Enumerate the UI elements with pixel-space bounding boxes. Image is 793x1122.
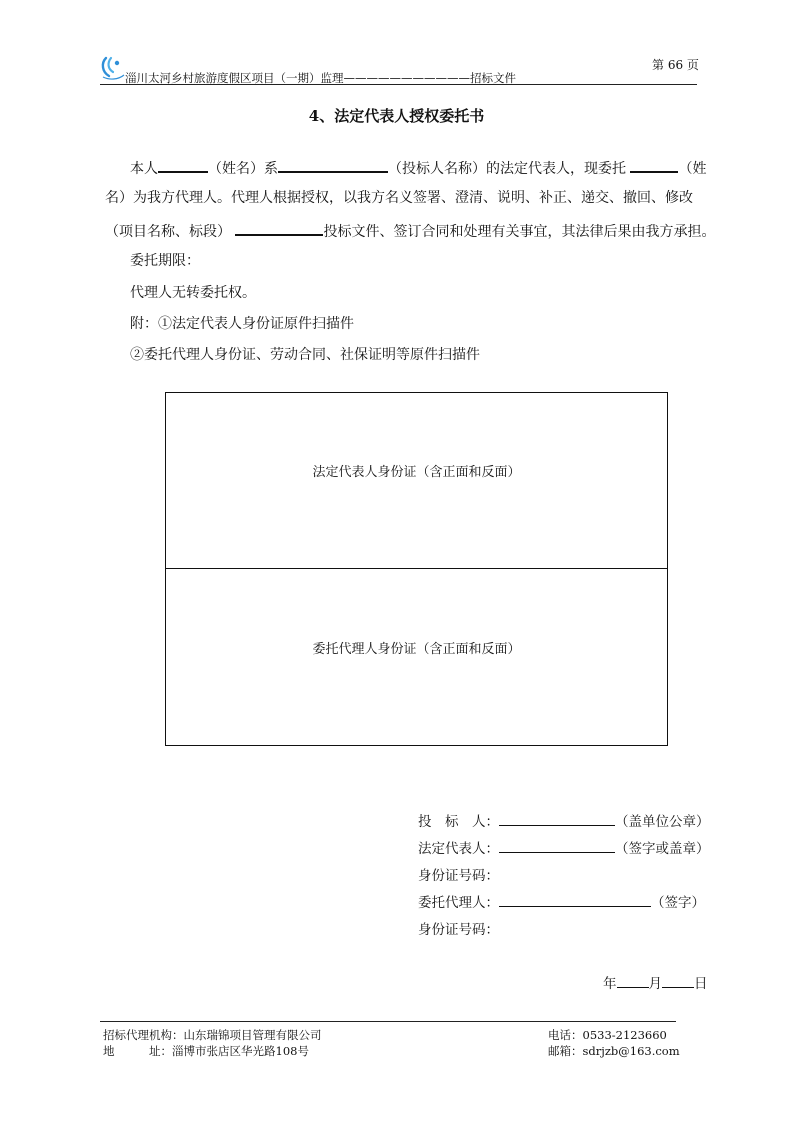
legal-rep-signature-row (418, 837, 710, 857)
name-blank (158, 155, 208, 173)
agency-value: 山东瑞锦项目管理有限公司 (183, 1028, 322, 1042)
phone-label: 电话： (548, 1028, 583, 1042)
id-number-row-2 (418, 918, 499, 938)
footer-agency (103, 1027, 322, 1043)
id-number-label-2: 身份证号码： (418, 922, 499, 938)
document-title: 4、法定代表人授权委托书 (308, 107, 485, 125)
legal-rep-blank (499, 838, 615, 853)
project-blank (235, 218, 323, 236)
text-self: 本人 (130, 161, 158, 177)
agent-label: 委托代理人： (418, 895, 499, 911)
agent-blank (499, 892, 651, 907)
month-blank (617, 973, 649, 988)
company-logo-icon (100, 54, 126, 80)
footer-email (548, 1043, 680, 1059)
paragraph-line-1 (130, 155, 706, 178)
id-card-box (165, 392, 668, 746)
email-label: 邮箱： (548, 1044, 583, 1058)
date-year: 年 (603, 976, 617, 992)
text-project-name: （项目名称、标段） (105, 224, 231, 240)
agency-label: 招标代理机构： (103, 1028, 184, 1042)
bidder-signature-row (418, 810, 710, 830)
agent-id-label: 委托代理人身份证（含正面和反面） (312, 642, 521, 657)
agent-signature-row (418, 891, 705, 911)
date-month: 月 (648, 976, 662, 992)
id-box-divider (166, 568, 667, 569)
delegation-term: 委托期限： (130, 253, 200, 269)
page-number: 第 66 页 (652, 58, 699, 72)
id-number-row-1 (418, 864, 499, 884)
legal-rep-note: （签字或盖章） (615, 841, 710, 857)
attachment-2: ②委托代理人身份证、劳动合同、社保证明等原件扫描件 (130, 347, 480, 363)
email-value: sdrjzb@163.com (582, 1044, 680, 1058)
footer-address (103, 1043, 309, 1059)
day-blank (662, 973, 694, 988)
header-title: 淄川太河乡村旅游度假区项目（一期）监理———————————招标文件 (125, 71, 516, 85)
address-label: 地 址： (103, 1044, 172, 1058)
id-number-label-1: 身份证号码： (418, 868, 499, 884)
text-legal-rep: （投标人名称）的法定代表人，现委托 (388, 161, 626, 177)
legal-rep-id-label: 法定代表人身份证（含正面和反面） (312, 465, 521, 480)
paragraph-line-3 (105, 218, 715, 241)
text-consequence: 投标文件、签订合同和处理有关事宜，其法律后果由我方承担。 (323, 224, 716, 240)
address-value: 淄博市张店区华光路108号 (172, 1044, 309, 1058)
date-line (603, 972, 708, 992)
date-day: 日 (694, 976, 708, 992)
agent-note: （签字） (651, 895, 705, 911)
header-divider (100, 84, 697, 85)
attachment-1: 附：①法定代表人身份证原件扫描件 (130, 316, 354, 332)
legal-rep-label: 法定代表人： (418, 841, 499, 857)
text-name-of: （姓名）系 (208, 161, 278, 177)
bidder-note: （盖单位公章） (615, 814, 710, 830)
bidder-blank (499, 811, 615, 826)
phone-value: 0533-2123660 (582, 1028, 667, 1042)
footer-divider (100, 1021, 676, 1022)
paragraph-line-2: 名）为我方代理人。代理人根据授权，以我方名义签署、澄清、说明、补正、递交、撤回、修改 (105, 190, 693, 206)
text-surname: （姓 (678, 161, 707, 177)
footer-phone (548, 1027, 667, 1043)
no-transfer-note: 代理人无转委托权。 (130, 285, 256, 301)
bidder-label: 投 标 人： (418, 814, 499, 830)
bidder-name-blank (278, 155, 388, 173)
agent-name-blank (630, 155, 678, 173)
